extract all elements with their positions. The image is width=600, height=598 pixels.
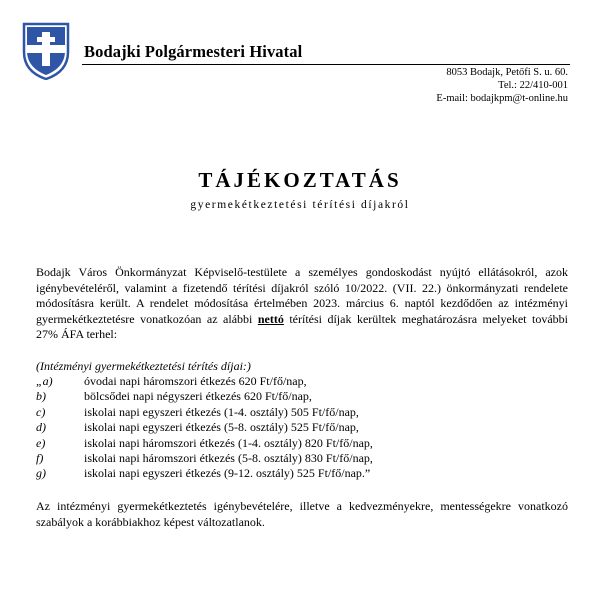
fee-item-text: iskolai napi háromszori étkezés (5-8. osztály) 830 Ft/fő/nap,: [84, 451, 373, 466]
fee-item-mark: e): [36, 435, 46, 450]
fee-item-mark: „a): [36, 374, 53, 388]
fee-item: [36, 389, 568, 404]
organization-name: Bodajki Polgármesteri Hivatal: [84, 42, 303, 61]
fee-item: [36, 374, 568, 389]
fee-item: [36, 405, 568, 420]
fee-list-heading: (Intézményi gyermekétkeztetési térítés díjai:): [36, 359, 251, 373]
closing-paragraph: Az intézményi gyermekétkeztetés igénybevételére, illetve a kedvezményekre, mentességekre vonatkozó szabályok a korábbiakhoz képest változatlanok.: [36, 499, 568, 529]
fee-item: [36, 451, 568, 466]
fee-item: [36, 466, 568, 481]
fee-item-text: óvodai napi háromszori étkezés 620 Ft/fő/nap,: [84, 374, 307, 388]
fee-item-mark: d): [36, 420, 46, 435]
fee-item-text: iskolai napi egyszeri étkezés (1-4. osztály) 505 Ft/fő/nap,: [84, 404, 359, 419]
bodajk-coat-of-arms-icon: [22, 22, 70, 80]
fee-item-mark: b): [36, 389, 46, 404]
document-title: TÁJÉKOZTATÁS: [198, 168, 402, 192]
fee-list: [36, 374, 568, 482]
fee-item-text: iskolai napi egyszeri étkezés (5-8. osztály) 525 Ft/fő/nap,: [84, 420, 359, 435]
intro-text-before: Bodajk Város Önkormányzat Képviselő-testülete a személyes gondoskodást nyújtó ellátásokról, azok igénybevételéről, valamint a fizetendő térítési díjakról szóló 10/2022. (VII. 22.) önkormányzati rendelete módosításra került. A rendelet módosítása értelmében 2023. március 6. naptól kezdődően az intézményi gyermekétkeztetésre vonatkozóan az alábbi: [36, 265, 568, 326]
intro-paragraph: [36, 265, 568, 343]
fee-item: [36, 420, 568, 435]
document-subtitle: gyermekétkeztetési térítési díjakról: [190, 199, 410, 211]
address: 8053 Bodajk, Petőfi S. u. 60.: [446, 67, 568, 78]
email: E-mail: bodajkpm@t-online.hu: [436, 93, 568, 104]
contact-block: [436, 66, 568, 105]
fee-item-text: bölcsődei napi négyszeri étkezés 620 Ft/fő/nap,: [84, 389, 312, 404]
fee-item-mark: g): [36, 466, 46, 481]
fee-item: [36, 436, 568, 451]
intro-emphasis: nettó: [257, 311, 284, 326]
fee-item-mark: f): [36, 451, 44, 466]
intro-text-after: térítési díjak kerültek meghatározásra melyeket további 27% ÁFA terhel:: [36, 311, 568, 342]
phone: Tel.: 22/410-001: [498, 80, 568, 91]
fee-item-mark: c): [36, 404, 46, 419]
header-divider: [82, 64, 570, 65]
fee-item-text: iskolai napi háromszori étkezés (1-4. osztály) 820 Ft/fő/nap,: [84, 435, 373, 450]
fee-item-text: iskolai napi egyszeri étkezés (9-12. osztály) 525 Ft/fő/nap.”: [84, 466, 371, 481]
